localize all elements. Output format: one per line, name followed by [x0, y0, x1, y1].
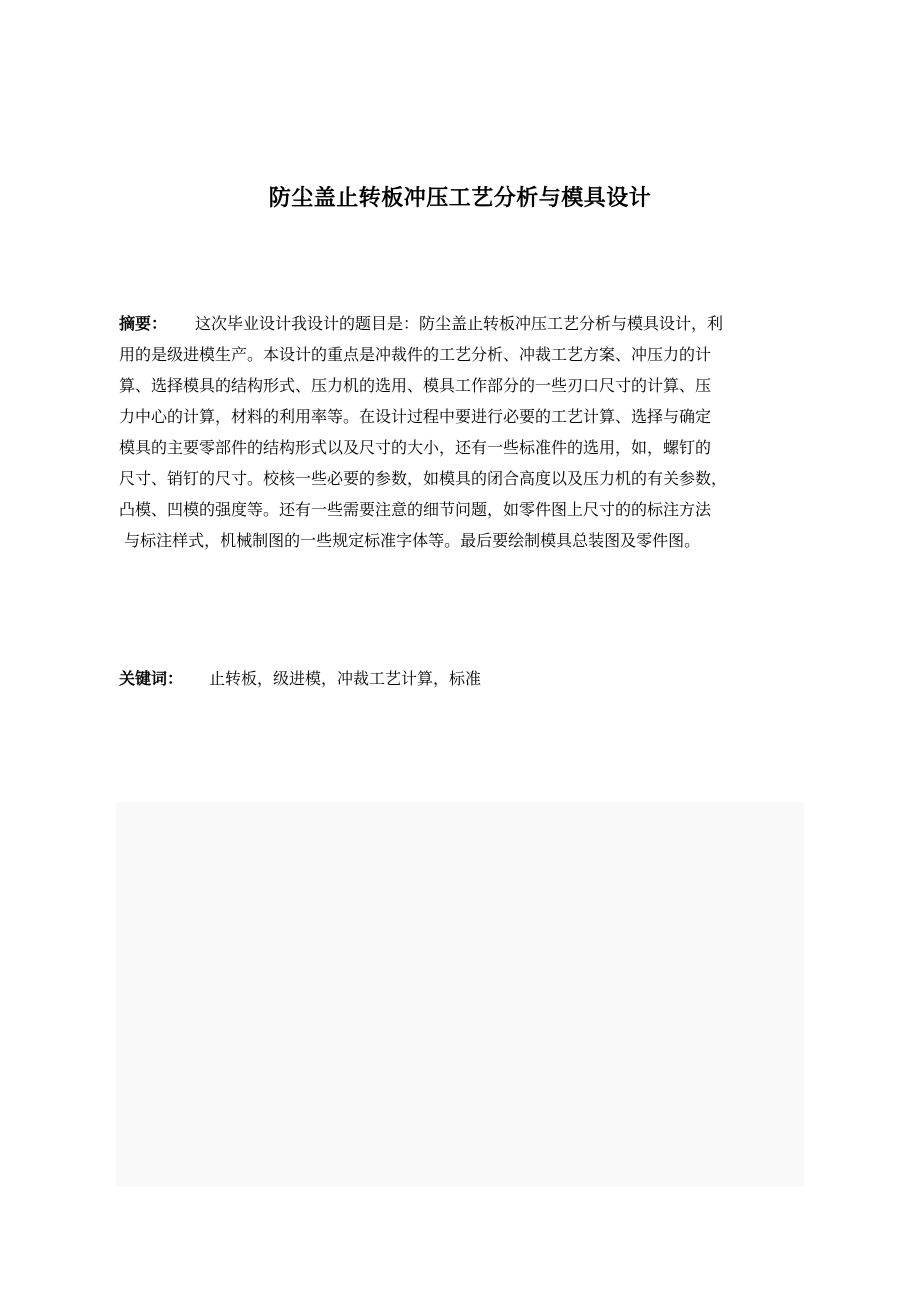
blank-area: [116, 802, 804, 1187]
abstract-line: 与标注样式，机械制图的一些规定标准字体等。最后要绘制模具总装图及零件图。: [119, 531, 701, 550]
keywords-section: [119, 663, 481, 694]
abstract-line: 算、选择模具的结构形式、压力机的选用、模具工作部分的一些刃口尺寸的计算、压: [119, 376, 712, 395]
abstract-line: [119, 308, 805, 339]
abstract-line: 力中心的计算，材料的利用率等。在设计过程中要进行必要的工艺计算、选择与确定: [119, 407, 712, 426]
abstract-line: 模具的主要零部件的结构形式以及尺寸的大小，还有一些标准件的选用，如，螺钉的: [119, 438, 712, 457]
abstract-section: [119, 308, 805, 556]
abstract-label: 摘要：: [119, 314, 168, 333]
abstract-line: 用的是级进模生产。本设计的重点是冲裁件的工艺分析、冲裁工艺方案、冲压力的计: [119, 345, 712, 364]
abstract-line: 尺寸、销钉的尺寸。校核一些必要的参数，如模具的闭合高度以及压力机的有关参数，: [119, 469, 728, 488]
keywords-label: 关键词：: [119, 669, 184, 688]
keywords-text: 止转板，级进模，冲裁工艺计算，标准: [209, 669, 482, 688]
document-title: 防尘盖止转板冲压工艺分析与模具设计: [268, 186, 652, 211]
abstract-line: 凸模、凹模的强度等。还有一些需要注意的细节问题，如零件图上尺寸的的标注方法: [119, 500, 712, 519]
abstract-text: 这次毕业设计我设计的题目是：防尘盖止转板冲压工艺分析与模具设计，利: [195, 314, 724, 333]
